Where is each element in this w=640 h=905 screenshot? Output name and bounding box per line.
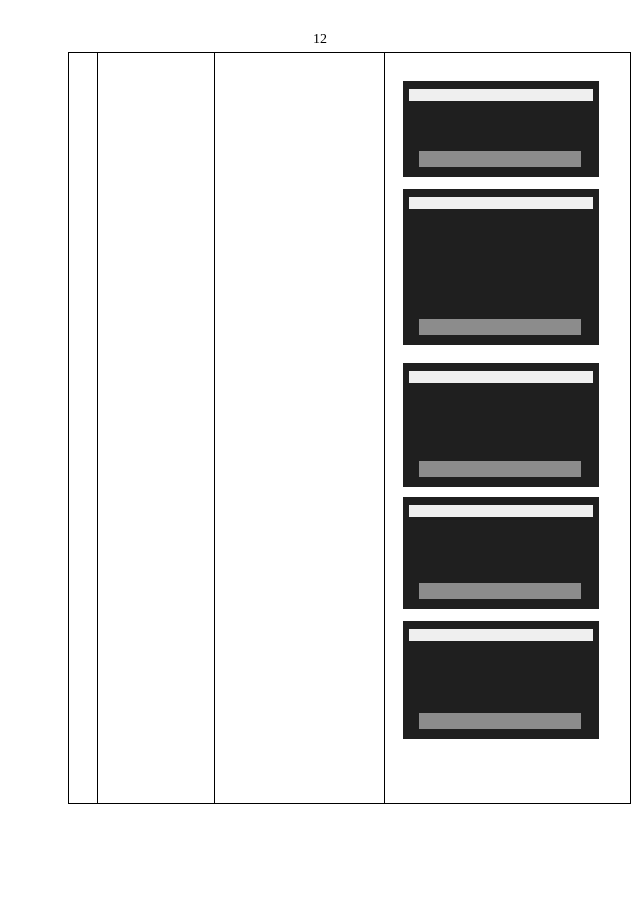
column-divider-2 — [214, 53, 215, 803]
attic-photo — [403, 363, 599, 487]
column-divider-1 — [97, 53, 98, 803]
document-table — [68, 52, 631, 804]
column-divider-3 — [384, 53, 385, 803]
page-number: 12 — [313, 32, 327, 47]
cross-photo — [403, 621, 599, 739]
cornice-photo — [403, 81, 599, 177]
transept-photo — [403, 497, 599, 609]
pedestal-photo — [403, 189, 599, 345]
